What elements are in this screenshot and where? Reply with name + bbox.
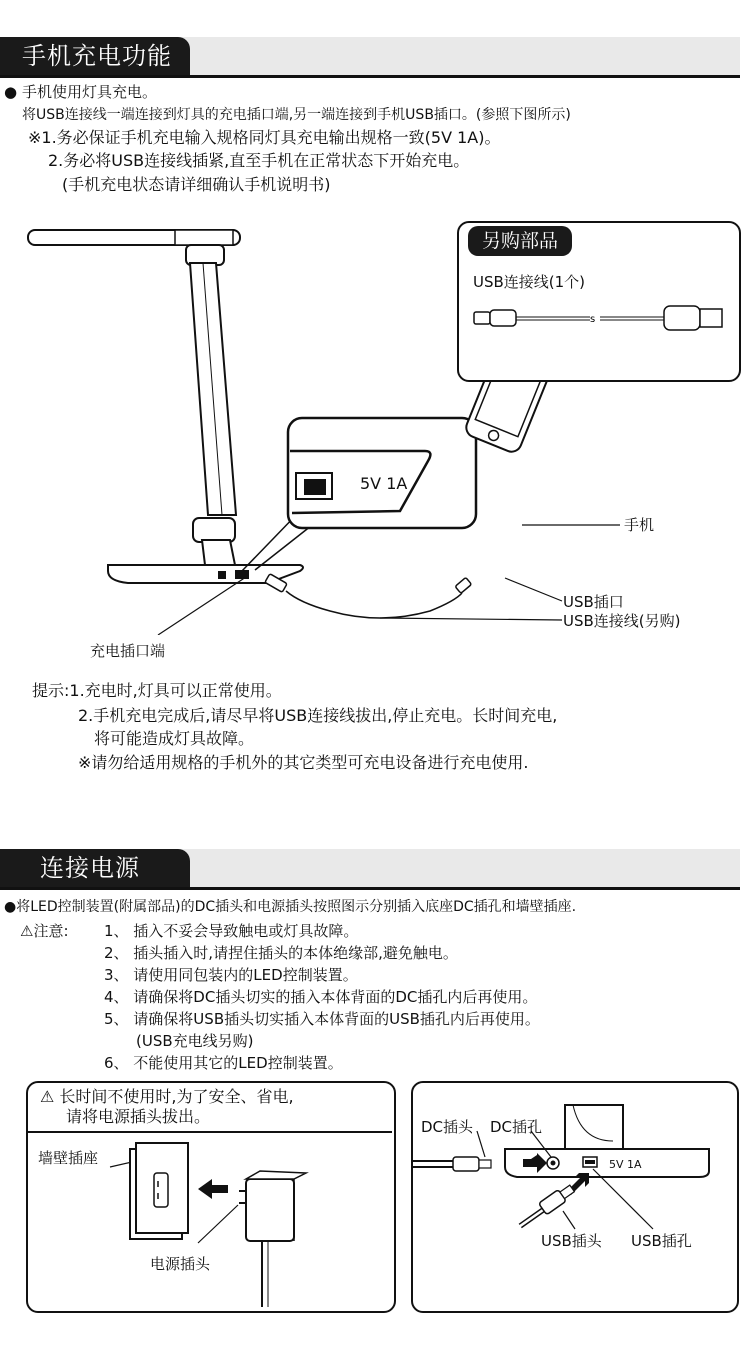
caution-1: 2、 插头插入时,请捏住插头的本体绝缘部,避免触电。 — [104, 944, 458, 962]
accessory-box-title: 另购部品 — [468, 226, 572, 256]
power-plug-icon — [246, 1179, 294, 1241]
power-plug-label: 电源插头 — [150, 1255, 211, 1273]
svg-text:s: s — [590, 314, 596, 325]
usb-plug-label: USB插头 — [541, 1232, 602, 1250]
charge-port-label: 充电插口端 — [90, 642, 166, 660]
usb-cable-label: USB连接线(另购) — [563, 612, 681, 630]
section2-title: 连接电源 — [0, 849, 190, 887]
arrow-left-icon — [198, 1179, 228, 1199]
s1-line-1: 将USB连接线一端连接到灯具的充电插口端,另一端连接到手机USB插口。(参照下图所示) — [22, 107, 571, 123]
usb-port-label: USB插口 — [563, 593, 624, 611]
s1-bullet: ● — [4, 83, 18, 101]
dc-plug-icon — [453, 1157, 479, 1171]
wall-plug-illustration — [28, 1133, 390, 1307]
caution-0: 1、 插入不妥会导致触电或灯具故障。 — [104, 922, 359, 940]
dc-jack-label: DC插孔 — [490, 1118, 543, 1136]
s2-intro: ●将LED控制装置(附属部品)的DC插头和电源插头按照图示分别插入底座DC插孔和墙壁插座. — [4, 899, 577, 915]
caution-3: 4、 请确保将DC插头切实的插入本体背面的DC插孔内后再使用。 — [104, 988, 538, 1006]
base-connection-illustration — [413, 1083, 733, 1307]
caution-6: 6、 不能使用其它的LED控制装置。 — [104, 1054, 343, 1072]
tip-2: 将可能造成灯具故障。 — [94, 729, 255, 748]
s1-line-4: (手机充电状态请详细确认手机说明书) — [62, 175, 331, 194]
s1-line-2: ※1.务必保证手机充电输入规格同灯具充电输出规格一致(5V 1A)。 — [28, 128, 501, 147]
caution-5: (USB充电线另购) — [136, 1032, 254, 1050]
section1-header — [0, 37, 740, 78]
usb-cable-icon — [468, 300, 728, 340]
phone-label: 手机 — [624, 516, 655, 534]
section1-title: 手机充电功能 — [0, 37, 190, 75]
dc-plug-label: DC插头 — [421, 1118, 474, 1136]
usb-jack-label: USB插孔 — [631, 1232, 692, 1250]
tip-1: 2.手机充电完成后,请尽早将USB连接线拔出,停止充电。长时间充电, — [78, 706, 558, 725]
zoom-spec-label: 5V 1A — [360, 474, 408, 493]
s1-line-3: 2.务必将USB连接线插紧,直至手机在正常状态下开始充电。 — [48, 151, 470, 170]
wall-socket-label: 墙壁插座 — [38, 1149, 99, 1167]
section2-header — [0, 849, 740, 890]
unplug-warning-2: 请将电源插头拔出。 — [66, 1107, 211, 1126]
tip-0: 提示:1.充电时,灯具可以正常使用。 — [32, 681, 282, 700]
caution-2: 3、 请使用同包装内的LED控制装置。 — [104, 966, 358, 984]
base-spec-label: 5V 1A — [609, 1158, 642, 1171]
accessory-item: USB连接线(1个) — [473, 273, 586, 291]
s1-line-0: 手机使用灯具充电。 — [22, 83, 158, 101]
caution-label: ⚠注意: — [20, 922, 69, 940]
unplug-warning-1: ⚠ 长时间不使用时,为了安全、省电, — [40, 1087, 294, 1106]
caution-4: 5、 请确保将USB插头切实插入本体背面的USB插孔内后再使用。 — [104, 1010, 540, 1028]
tip-3: ※请勿给适用规格的手机外的其它类型可充电设备进行充电使用. — [78, 753, 529, 772]
